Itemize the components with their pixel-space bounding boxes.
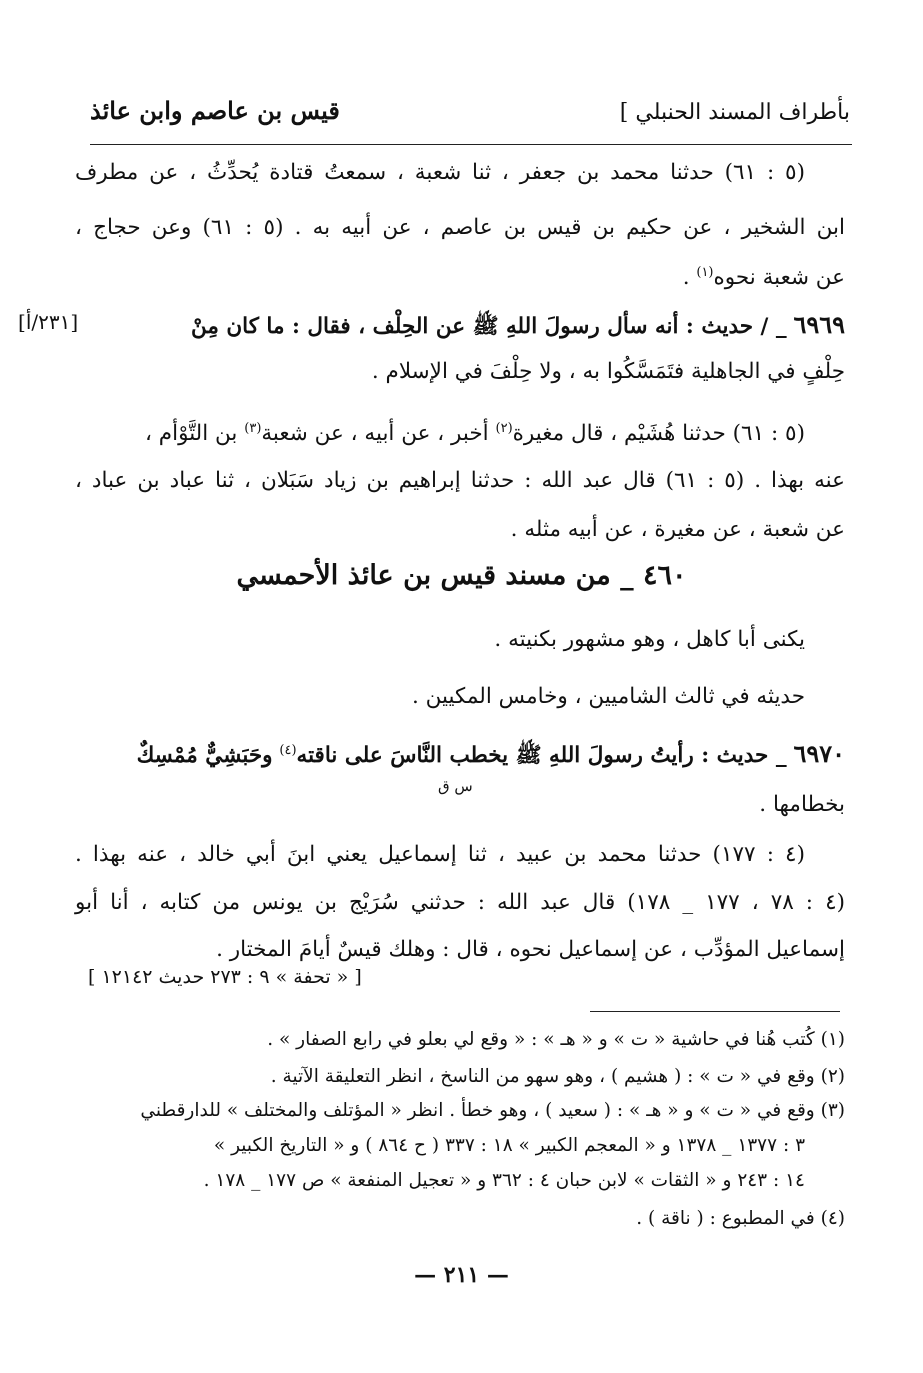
footnote-divider [590,1011,840,1012]
footnote-ref-1: (١) [696,265,714,280]
footnote-ref-4: (٤) [279,743,297,758]
hadith-number-6969: ٦٩٦٩ [793,310,845,339]
running-header [90,96,850,140]
text-line-3: عن شعبة نحوه$^{(١)}$ . [682,265,845,291]
hadith-6970-line-1 [75,736,845,771]
intro-line-2: حديثه في ثالث الشاميين ، وخامس المكيين . [411,684,805,709]
tuhfa-reference: [ « تحفة » ٩ : ٢٧٣ حديث ١٢١٤٢ ] [88,966,362,988]
footnote-3-line-2: ٣ : ١٣٧٧ _ ١٣٧٨ و « المعجم الكبير » ١٨ : ٣٣٧ ( ح ٨٦٤ ) و « التاريخ الكبير » [213,1135,805,1156]
footnote-ref-3: (٣) [244,421,262,436]
footnote-3-line-3: ١٤ : ٢٤٣ و « الثقات » لابن حبان ٤ : ٣٦٢ و « تعجيل المنفعة » ص ١٧٧ _ ١٧٨ . [203,1170,805,1191]
page-number: — ٢١١ — [414,1262,509,1288]
footnote-4: (٤) في المطبوع : ( ناقة ) . [636,1208,845,1229]
isnad-6969-part-3: بن التَّوْأم ، [145,421,238,447]
manuscript-folio-ref: [٢٣١/أ] [18,310,79,334]
hadith-6969-line-1 [105,310,845,342]
header-divider [90,144,852,145]
isnad-6970-line-3: إسماعيل المؤدِّب ، عن إسماعيل نحوه ، قال : وهلك قيسٌ أيامَ المختار . [216,937,845,962]
isnad-6970-line-1: (٤ : ١٧٧) حدثنا محمد بن عبيد ، ثنا إسماعيل يعني ابنَ أبي خالد ، عنه بهذا . [75,842,805,867]
isnad-6969-part-1: (٥ : ٦١) حدثنا هُشَيْم ، قال مغيرة [512,421,805,447]
isnad-6969-line-1 [75,414,805,449]
hadith-6970-text-1: _ حديث : رأيتُ رسولَ اللهِ ﷺ يخطب النَّاسَ على ناقته [296,743,787,769]
isnad-6970-line-2: (٤ : ٧٨ ، ١٧٧ _ ١٧٨) قال عبد الله : حدثني سُرَيْج بن يونس من كتابه ، أنا أبو [75,890,846,915]
section-heading [0,560,923,591]
footnote-ref-2: (٢) [495,421,513,436]
text-line-3-body: عن شعبة نحوه [713,265,845,291]
isnad-6969-part-2: أخبر ، عن أبيه ، عن شعبة [261,421,489,447]
text-line-2: ابن الشخير ، عن حكيم بن قيس بن عاصم ، عن أبيه به . (٥ : ٦١) وعن حجاج ، [75,215,845,240]
isnad-6969-line-2: عنه بهذا . (٥ : ٦١) قال عبد الله : حدثنا إبراهيم بن زياد سَبَلان ، ثنا عباد بن عباد ، [75,468,845,493]
collection-siglum: س ق [438,777,473,795]
intro-line-1: يكنى أبا كاهل ، وهو مشهور بكنيته . [494,627,805,652]
hadith-6970-text-1-end: وحَبَشِيٌّ مُمْسِكٌ [136,743,273,769]
header-book-title: بأطراف المسند الحنبلي ] [619,100,850,125]
header-section-title: قيس بن عاصم وابن عائذ [90,96,340,125]
footnote-2: (٢) وقع في « ت » : ( هشيم ) ، وهو سهو من الناسخ ، انظر التعليقة الآتية . [270,1066,845,1087]
text-line-1: (٥ : ٦١) حدثنا محمد بن جعفر ، ثنا شعبة ، سمعتُ قتادة يُحدِّثُ ، عن مطرف [75,160,805,185]
footnote-3-line-1: (٣) وقع في « ت » و « هـ » : ( سعيد ) ، وهو خطأ . انظر « المؤتلف والمختلف » للدارقطني [140,1100,845,1121]
footnote-1: (١) كُتب هُنا في حاشية « ت » و « هـ » : « وقع لي بعلو في رابع الصفار » . [267,1029,845,1050]
hadith-6969-line-2: حِلْفٍ في الجاهلية فتَمَسَّكُوا به ، ولا حِلْفَ في الإسلام . [371,359,845,384]
hadith-number-6970: ٦٩٧٠ [793,739,845,769]
hadith-6969-text-1: _ / حديث : أنه سأل رسولَ اللهِ ﷺ عن الحِلْف ، فقال : ما كان مِنْ [190,314,787,339]
section-title: _ من مسند قيس بن عائذ الأحمسي [236,560,634,591]
isnad-6969-line-3: عن شعبة ، عن مغيرة ، عن أبيه مثله . [510,517,845,542]
hadith-6970-line-2: بخطامها . [759,792,845,817]
section-number: ٤٦٠ [643,560,687,591]
